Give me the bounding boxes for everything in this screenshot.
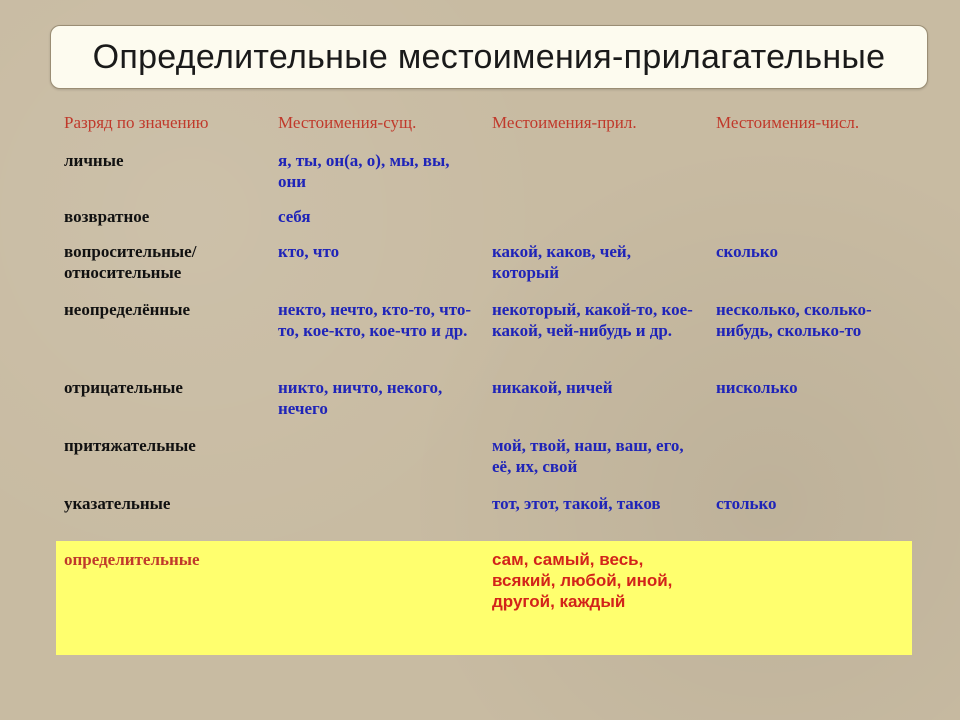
noun-cell (270, 485, 484, 541)
category-cell: личные (64, 151, 124, 170)
adj-cell (484, 198, 708, 233)
table-row (56, 291, 912, 369)
category-cell: отрицательные (64, 378, 183, 397)
noun-cell: кто, что (278, 242, 340, 261)
num-cell (708, 427, 912, 485)
noun-cell: никто, ничто, некого, нечего (278, 378, 443, 418)
header-category: Разряд по значению (64, 113, 209, 132)
title-box (50, 25, 928, 89)
category-cell: вопросительные/ относительные (64, 242, 197, 282)
adj-cell: сам, самый, весь, всякий, любой, иной, другой, каждый (484, 541, 708, 655)
category-cell: притяжательные (64, 436, 196, 455)
adj-cell: никакой, ничей (492, 378, 613, 397)
adj-cell: тот, этот, такой, таков (492, 494, 661, 513)
table-row (56, 427, 912, 485)
category-cell: указательные (64, 494, 171, 513)
header-numeral-pronouns: Местоимения-числ. (716, 113, 860, 132)
category-cell: неопределённые (64, 300, 191, 319)
adj-cell: некоторый, какой-то, кое-какой, чей-нибудь и др. (492, 300, 693, 340)
page-title: Определительные местоимения-прилагательные (92, 37, 886, 76)
noun-cell: себя (278, 207, 311, 226)
num-cell (708, 142, 912, 198)
adj-cell: какой, каков, чей, который (492, 242, 631, 282)
num-cell: столько (716, 494, 777, 513)
category-cell: возвратное (64, 207, 150, 226)
header-adjective-pronouns: Местоимения-прил. (492, 113, 637, 132)
adj-cell: мой, твой, наш, ваш, его, её, их, свой (492, 436, 684, 476)
highlighted-row (56, 541, 912, 655)
num-cell: нисколько (716, 378, 798, 397)
noun-cell: я, ты, он(а, о), мы, вы, они (278, 151, 450, 191)
table-row (56, 198, 912, 233)
pronoun-table (56, 102, 912, 655)
category-cell: определительные (56, 541, 270, 655)
num-cell (708, 198, 912, 233)
table-row (56, 485, 912, 541)
num-cell (708, 541, 912, 655)
table-row (56, 233, 912, 291)
header-noun-pronouns: Местоимения-сущ. (278, 113, 417, 132)
num-cell: сколько (716, 242, 778, 261)
table-row (56, 142, 912, 198)
adj-cell (484, 142, 708, 198)
table-header-row (56, 102, 912, 142)
table-row (56, 369, 912, 427)
noun-cell: некто, нечто, кто-то, что-то, кое-кто, кое-что и др. (278, 300, 471, 340)
noun-cell (270, 541, 484, 655)
num-cell: несколько, сколько-нибудь, сколько-то (716, 300, 872, 340)
noun-cell (270, 427, 484, 485)
